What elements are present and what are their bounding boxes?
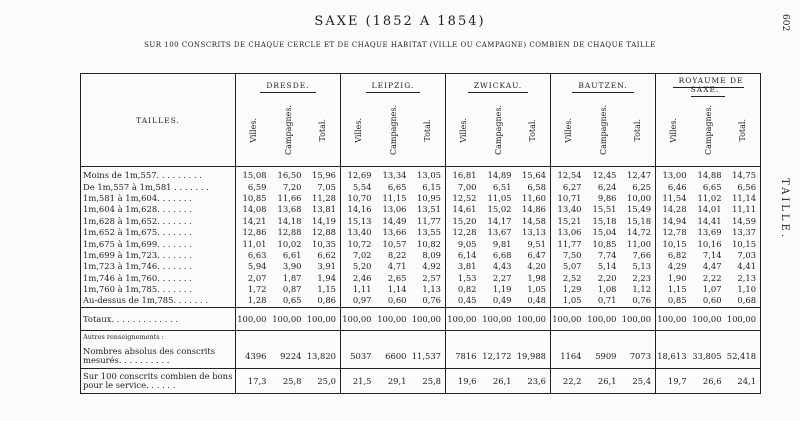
- cell-value: 2,65: [387, 272, 407, 283]
- cell-value: 2,27: [492, 272, 512, 283]
- cell-value: 1,94: [317, 272, 336, 283]
- cell-value: 4,71: [387, 261, 407, 272]
- cell-value: 13,55: [417, 227, 442, 238]
- table-row: [81, 227, 761, 238]
- cell-value: 13,820: [306, 344, 341, 369]
- cell-value: 2,22: [702, 272, 722, 283]
- row-label: 1m,760 à 1m,785. . . . . . .: [81, 284, 236, 295]
- cell-value: 15,18: [592, 215, 617, 226]
- group-header-zwickau: ZWICKAU.: [446, 74, 551, 97]
- cell-value: 14,49: [382, 215, 407, 226]
- row-label: Moins de 1m,557. . . . . . . . .: [81, 167, 236, 182]
- cell-value: 11,00: [627, 238, 652, 249]
- row-label: 1m,652 à 1m,675. . . . . . .: [81, 227, 236, 238]
- table-row: [81, 284, 761, 295]
- cell-value: 1164: [551, 344, 586, 369]
- cell-value: 14,61: [446, 204, 481, 215]
- subcol-header-dresde-total: Total.: [306, 96, 341, 167]
- subcol-header-dresde-villes: Villes.: [236, 96, 271, 167]
- cell-value: 1,13: [422, 284, 442, 295]
- cell-value: 19,7: [656, 368, 691, 393]
- table-row: [81, 167, 761, 182]
- row-label: 1m,699 à 1m,723. . . . . . .: [81, 250, 236, 261]
- cell-value: 13,66: [382, 227, 407, 238]
- cell-value: 1,08: [597, 284, 617, 295]
- cell-value: 8,22: [387, 249, 407, 260]
- cell-value: 7816: [446, 344, 481, 369]
- cell-value: 100,00: [481, 307, 516, 330]
- cell-value: 3,90: [282, 261, 302, 272]
- empty-cell: [236, 330, 271, 344]
- page-subtitle: SUR 100 CONSCRITS DE CHAQUE CERCLE ET DE CHAQUE HABITAT (VILLE OU CAMPAGNE) COMBIEN DE CHAQUE TAILLE: [144, 41, 656, 49]
- cell-value: 6,62: [317, 249, 336, 260]
- cell-value: 13,40: [551, 204, 586, 215]
- cell-value: 3,81: [446, 261, 481, 272]
- cell-value: 22,2: [551, 368, 586, 393]
- cell-value: 4396: [236, 344, 271, 369]
- table-row: [81, 261, 761, 272]
- empty-cell: [551, 330, 586, 344]
- subcol-header-leipzig-campagnes: Campagnes.: [376, 96, 411, 167]
- subcol-header-bautzen-total: Total.: [621, 96, 656, 167]
- cell-value: 0,86: [306, 295, 341, 307]
- cell-value: 10,15: [726, 238, 761, 249]
- cell-value: 6600: [376, 344, 411, 369]
- cell-value: 10,16: [697, 238, 722, 249]
- cell-value: 16,81: [446, 167, 481, 182]
- cell-value: 4,43: [492, 261, 512, 272]
- cell-value: 4,47: [702, 261, 722, 272]
- cell-value: 100,00: [726, 307, 761, 330]
- cell-value: 11,60: [522, 192, 547, 203]
- cell-value: 11,77: [551, 238, 586, 249]
- cell-value: 13,40: [341, 227, 376, 238]
- cell-value: 10,71: [551, 193, 586, 204]
- cell-value: 0,87: [282, 284, 302, 295]
- cell-value: 14,94: [656, 216, 691, 227]
- cell-value: 1,12: [632, 284, 652, 295]
- row-label: 1m,604 à 1m,628. . . . . . .: [81, 204, 236, 215]
- cell-value: 1,15: [656, 284, 691, 295]
- empty-cell: [306, 330, 341, 344]
- cell-value: 7,74: [597, 249, 617, 260]
- cell-value: 2,07: [236, 273, 271, 284]
- cell-value: 100,00: [236, 307, 271, 330]
- cell-value: 100,00: [446, 307, 481, 330]
- cell-value: 0,97: [341, 295, 376, 307]
- cell-value: 15,20: [446, 216, 481, 227]
- empty-cell: [341, 330, 376, 344]
- cell-value: 12,54: [551, 167, 586, 182]
- cell-value: 17,3: [236, 368, 271, 393]
- cell-value: 14,72: [627, 227, 652, 238]
- empty-cell: [411, 330, 446, 344]
- cell-value: 10,35: [312, 238, 336, 249]
- cell-value: 14,89: [487, 170, 512, 181]
- cell-value: 33,805: [691, 344, 726, 369]
- cell-value: 9,81: [492, 238, 512, 249]
- cell-value: 1,07: [702, 284, 722, 295]
- table-row: [81, 238, 761, 249]
- cell-value: 1,19: [492, 284, 512, 295]
- cell-value: 10,02: [277, 238, 302, 249]
- cell-value: 11,537: [411, 344, 446, 369]
- cell-value: 26,1: [481, 368, 516, 393]
- cell-value: 10,15: [656, 238, 691, 249]
- cell-value: 10,95: [417, 192, 442, 203]
- cell-value: 12,78: [656, 227, 691, 238]
- cell-value: 100,00: [271, 307, 306, 330]
- cell-value: 15,13: [341, 216, 376, 227]
- info-header-row: [81, 330, 761, 344]
- cell-value: 100,00: [516, 307, 551, 330]
- cell-value: 13,06: [551, 227, 586, 238]
- height-table: [80, 73, 761, 394]
- cell-value: 13,69: [697, 227, 722, 238]
- cell-value: 7,14: [702, 249, 722, 260]
- cell-value: 6,56: [726, 181, 761, 192]
- cell-value: 11,05: [487, 192, 512, 203]
- cell-value: 13,37: [726, 227, 761, 238]
- cell-value: 1,87: [282, 272, 302, 283]
- cell-value: 6,14: [446, 250, 481, 261]
- subcol-header-dresde-campagnes: Campagnes.: [271, 96, 306, 167]
- cell-value: 4,29: [656, 261, 691, 272]
- cell-value: 4,41: [726, 261, 761, 272]
- row-label: 1m,675 à 1m,699. . . . . . .: [81, 238, 236, 249]
- cell-value: 4,92: [422, 261, 442, 272]
- cell-value: 0,60: [376, 295, 411, 307]
- cell-value: 2,20: [597, 272, 617, 283]
- cell-value: 100,00: [621, 307, 656, 330]
- cell-value: 13,51: [417, 204, 442, 215]
- cell-value: 11,01: [236, 238, 271, 249]
- cell-value: 100,00: [376, 307, 411, 330]
- cell-value: 2,46: [341, 273, 376, 284]
- empty-cell: [271, 330, 306, 344]
- group-header-royaume: ROYAUME DE SAXE.: [656, 74, 761, 97]
- cell-value: 19,988: [516, 344, 551, 369]
- cell-value: 9224: [271, 344, 306, 369]
- cell-value: 13,00: [656, 167, 691, 182]
- cell-value: 0,82: [446, 284, 481, 295]
- cell-value: 3,91: [317, 261, 336, 272]
- cell-value: 7,00: [446, 181, 481, 192]
- cell-value: 6,15: [422, 181, 442, 192]
- cell-value: 6,82: [656, 250, 691, 261]
- empty-cell: [376, 330, 411, 344]
- cell-value: 6,63: [236, 250, 271, 261]
- cell-value: 6,65: [702, 181, 722, 192]
- group-header-bautzen: BAUTZEN.: [551, 74, 656, 97]
- cell-value: 6,46: [656, 181, 691, 192]
- cell-value: 100,00: [586, 307, 621, 330]
- cell-value: 5,07: [551, 261, 586, 272]
- cell-value: 5,14: [597, 261, 617, 272]
- cell-value: 13,34: [382, 170, 407, 181]
- cell-value: 2,52: [551, 273, 586, 284]
- cell-value: 100,00: [411, 307, 446, 330]
- cell-value: 52,418: [726, 344, 761, 369]
- cell-value: 25,4: [621, 368, 656, 393]
- cell-value: 25,0: [306, 368, 341, 393]
- cell-value: 5,54: [341, 181, 376, 192]
- cell-value: 0,48: [516, 295, 551, 307]
- cell-value: 13,13: [522, 227, 547, 238]
- cell-value: 12,47: [627, 170, 652, 181]
- cell-value: 6,47: [527, 249, 547, 260]
- empty-cell: [656, 330, 691, 344]
- cell-value: 19,6: [446, 368, 481, 393]
- fit-for-service-row: [81, 368, 761, 393]
- empty-cell: [481, 330, 516, 344]
- cell-value: 24,1: [726, 368, 761, 393]
- cell-value: 100,00: [306, 307, 341, 330]
- row-label: Nombres absolus des conscrits mesurés. . . . . . . . . .: [81, 344, 236, 369]
- info-header-label: Autres renseignements :: [81, 330, 236, 344]
- cell-value: 10,85: [592, 238, 617, 249]
- cell-value: 0,71: [586, 295, 621, 307]
- cell-value: 100,00: [551, 307, 586, 330]
- cell-value: 15,04: [592, 227, 617, 238]
- cell-value: 11,77: [417, 215, 442, 226]
- cell-value: 10,82: [417, 238, 442, 249]
- cell-value: 1,10: [726, 284, 761, 295]
- cell-value: 0,68: [726, 295, 761, 307]
- table-row: [81, 216, 761, 227]
- subcol-header-royaume-total: Total.: [726, 96, 761, 167]
- cell-value: 15,64: [522, 170, 547, 181]
- cell-value: 14,58: [522, 215, 547, 226]
- empty-cell: [621, 330, 656, 344]
- cell-value: 12,88: [277, 227, 302, 238]
- empty-cell: [516, 330, 551, 344]
- empty-cell: [586, 330, 621, 344]
- cell-value: 7073: [621, 344, 656, 369]
- cell-value: 13,06: [382, 204, 407, 215]
- cell-value: 13,67: [487, 227, 512, 238]
- row-label: 1m,723 à 1m,746. . . . . . .: [81, 261, 236, 272]
- cell-value: 11,66: [277, 192, 302, 203]
- cell-value: 1,29: [551, 284, 586, 295]
- cell-value: 25,8: [411, 368, 446, 393]
- cell-value: 0,60: [691, 295, 726, 307]
- cell-value: 11,11: [726, 204, 761, 215]
- cell-value: 14,41: [697, 215, 722, 226]
- cell-value: 14,28: [656, 204, 691, 215]
- cell-value: 11,02: [697, 192, 722, 203]
- cell-value: 11,14: [726, 193, 761, 204]
- cell-value: 0,76: [411, 295, 446, 307]
- cell-value: 2,23: [632, 272, 652, 283]
- cell-value: 10,00: [627, 192, 652, 203]
- row-label: De 1m,557 à 1m,581 . . . . . . .: [81, 181, 236, 192]
- cell-value: 10,70: [341, 193, 376, 204]
- table-row: [81, 295, 761, 307]
- cell-value: 13,05: [417, 170, 442, 181]
- subcol-header-royaume-villes: Villes.: [656, 96, 691, 167]
- cell-value: 6,65: [387, 181, 407, 192]
- table-row: [81, 273, 761, 284]
- cell-value: 15,08: [236, 167, 271, 182]
- cell-value: 7,05: [317, 181, 336, 192]
- cell-value: 1,05: [527, 284, 547, 295]
- cell-value: 29,1: [376, 368, 411, 393]
- cell-value: 0,49: [481, 295, 516, 307]
- cell-value: 12,28: [446, 227, 481, 238]
- cell-value: 23,6: [516, 368, 551, 393]
- subcol-header-bautzen-campagnes: Campagnes.: [586, 96, 621, 167]
- cell-value: 12,172: [481, 344, 516, 369]
- cell-value: 1,05: [551, 295, 586, 307]
- table-row: [81, 181, 761, 192]
- cell-value: 14,59: [726, 216, 761, 227]
- row-label: 1m,628 à 1m,652. . . . . . .: [81, 216, 236, 227]
- cell-value: 15,18: [627, 215, 652, 226]
- cell-value: 25,8: [271, 368, 306, 393]
- cell-value: 6,58: [527, 181, 547, 192]
- cell-value: 9,05: [446, 238, 481, 249]
- subcol-header-zwickau-villes: Villes.: [446, 96, 481, 167]
- cell-value: 12,69: [341, 167, 376, 182]
- cell-value: 12,88: [312, 227, 336, 238]
- table-row: [81, 193, 761, 204]
- absolute-numbers-row: [81, 344, 761, 369]
- tailles-header: TAILLES.: [81, 74, 236, 167]
- empty-cell: [446, 330, 481, 344]
- cell-value: 10,72: [341, 238, 376, 249]
- cell-value: 15,49: [627, 204, 652, 215]
- cell-value: 11,28: [312, 192, 336, 203]
- cell-value: 10,57: [382, 238, 407, 249]
- cell-value: 14,86: [522, 204, 547, 215]
- cell-value: 1,98: [527, 272, 547, 283]
- cell-value: 11,54: [656, 193, 691, 204]
- cell-value: 14,21: [236, 216, 271, 227]
- cell-value: 14,75: [726, 167, 761, 182]
- cell-value: 2,57: [422, 272, 442, 283]
- table-row: [81, 250, 761, 261]
- cell-value: 15,02: [487, 204, 512, 215]
- subcol-header-zwickau-total: Total.: [516, 96, 551, 167]
- cell-value: 1,11: [341, 284, 376, 295]
- cell-value: 8,09: [422, 249, 442, 260]
- cell-value: 6,24: [597, 181, 617, 192]
- cell-value: 4,20: [527, 261, 547, 272]
- group-header-leipzig: LEIPZIG.: [341, 74, 446, 97]
- cell-value: 13,81: [312, 204, 336, 215]
- cell-value: 1,28: [236, 295, 271, 307]
- cell-value: 6,51: [492, 181, 512, 192]
- cell-value: 5,94: [236, 261, 271, 272]
- cell-value: 21,5: [341, 368, 376, 393]
- page-number: 602: [780, 14, 790, 32]
- cell-value: 7,02: [341, 250, 376, 261]
- cell-value: 16,50: [277, 170, 302, 181]
- cell-value: 9,51: [527, 238, 547, 249]
- cell-value: 14,88: [697, 170, 722, 181]
- cell-value: 1,53: [446, 273, 481, 284]
- cell-value: 15,51: [592, 204, 617, 215]
- subcol-header-royaume-campagnes: Campagnes.: [691, 96, 726, 167]
- cell-value: 12,86: [236, 227, 271, 238]
- group-header-dresde: DRESDE.: [236, 74, 341, 97]
- cell-value: 10,85: [236, 193, 271, 204]
- cell-value: 1,14: [387, 284, 407, 295]
- cell-value: 7,20: [282, 181, 302, 192]
- cell-value: 0,45: [446, 295, 481, 307]
- subcol-header-bautzen-villes: Villes.: [551, 96, 586, 167]
- row-label: Sur 100 conscrits combien de bons pour le service. . . . . .: [81, 368, 236, 393]
- cell-value: 5909: [586, 344, 621, 369]
- cell-value: 6,25: [632, 181, 652, 192]
- cell-value: 1,15: [317, 284, 336, 295]
- cell-value: 9,86: [597, 192, 617, 203]
- cell-value: 100,00: [691, 307, 726, 330]
- cell-value: 2,13: [726, 273, 761, 284]
- row-label: Au-dessus de 1m,785. . . . . . .: [81, 295, 236, 307]
- cell-value: 6,61: [282, 249, 302, 260]
- empty-cell: [691, 330, 726, 344]
- cell-value: 18,613: [656, 344, 691, 369]
- cell-value: 5,13: [632, 261, 652, 272]
- cell-value: 14,18: [277, 215, 302, 226]
- cell-value: 6,59: [236, 181, 271, 192]
- cell-value: 14,01: [697, 204, 722, 215]
- cell-value: 7,66: [632, 249, 652, 260]
- cell-value: 26,1: [586, 368, 621, 393]
- cell-value: 11,15: [382, 192, 407, 203]
- cell-value: 0,85: [656, 295, 691, 307]
- cell-value: 14,16: [341, 204, 376, 215]
- cell-value: 0,65: [271, 295, 306, 307]
- row-label: Totaux. . . . . . . . . . . . .: [81, 307, 236, 330]
- cell-value: 100,00: [341, 307, 376, 330]
- page-title: SAXE (1852 A 1854): [314, 14, 486, 29]
- subcol-header-zwickau-campagnes: Campagnes.: [481, 96, 516, 167]
- cell-value: 15,96: [312, 170, 336, 181]
- cell-value: 26,6: [691, 368, 726, 393]
- cell-value: 5037: [341, 344, 376, 369]
- cell-value: 14,17: [487, 215, 512, 226]
- row-label: 1m,581 à 1m,604. . . . . . .: [81, 193, 236, 204]
- subcol-header-leipzig-total: Total.: [411, 96, 446, 167]
- cell-value: 0,76: [621, 295, 656, 307]
- cell-value: 6,27: [551, 181, 586, 192]
- cell-value: 15,21: [551, 216, 586, 227]
- cell-value: 12,45: [592, 170, 617, 181]
- cell-value: 1,90: [656, 273, 691, 284]
- totals-row: [81, 307, 761, 330]
- side-label: TAILLE.: [779, 178, 790, 241]
- cell-value: 7,50: [551, 250, 586, 261]
- table-row: [81, 204, 761, 215]
- cell-value: 1,72: [236, 284, 271, 295]
- subcol-header-leipzig-villes: Villes.: [341, 96, 376, 167]
- row-label: 1m,746 à 1m,760. . . . . . .: [81, 273, 236, 284]
- cell-value: 12,52: [446, 193, 481, 204]
- cell-value: 6,68: [492, 249, 512, 260]
- cell-value: 14,19: [312, 215, 336, 226]
- empty-cell: [726, 330, 761, 344]
- cell-value: 7,03: [726, 250, 761, 261]
- cell-value: 100,00: [656, 307, 691, 330]
- cell-value: 5,20: [341, 261, 376, 272]
- cell-value: 14,08: [236, 204, 271, 215]
- cell-value: 13,68: [277, 204, 302, 215]
